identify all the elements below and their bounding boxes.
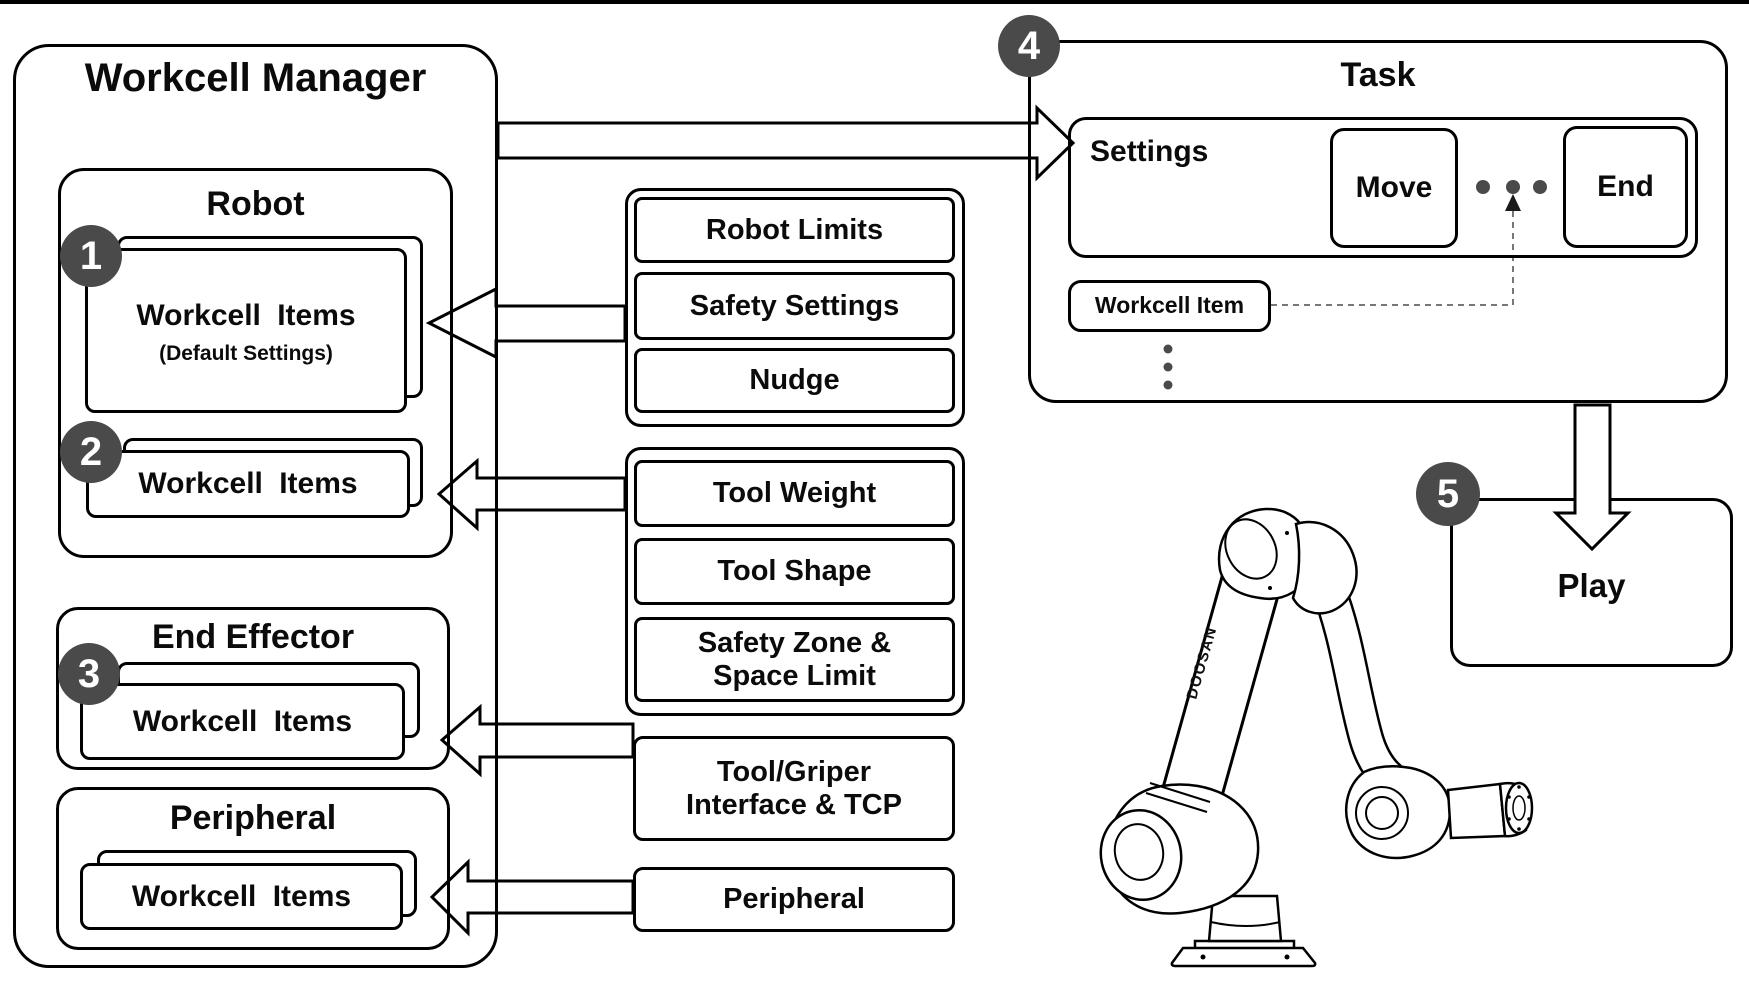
tool-shape-box: Tool Shape (634, 538, 955, 605)
peripheral-section-title: Peripheral (169, 799, 337, 837)
robot-section-title: Robot (206, 185, 305, 223)
move-block: Move (1330, 128, 1458, 248)
safety-zone-space-limit-box: Safety Zone & Space Limit (634, 617, 955, 702)
workcell-items2-label: Workcell Items (138, 467, 358, 500)
workcell-items3-label: Workcell Items (132, 705, 353, 738)
tool-weight-box: Tool Weight (634, 460, 955, 527)
workcell-items1-label: Workcell Items (136, 299, 356, 332)
end-block: End (1563, 126, 1688, 248)
step-badge-2: 2 (60, 421, 122, 483)
task-workcell-item-box: Workcell Item (1068, 280, 1271, 332)
step-badge-4: 4 (998, 15, 1060, 77)
step-badge-1: 1 (60, 225, 122, 287)
workcell-items1-sublabel: (Default Settings) (159, 342, 333, 365)
arrow-task-to-play (1556, 405, 1628, 549)
workcell-manager-title: Workcell Manager (84, 56, 427, 100)
peripheral-settings-box: Peripheral (633, 867, 955, 932)
nudge-box: Nudge (634, 348, 955, 413)
task-settings-label: Settings (1090, 135, 1209, 168)
workcell-items4-label: Workcell Items (131, 880, 352, 913)
play-label: Play (1557, 567, 1626, 604)
robot-brand-text: DOOSAN (1183, 624, 1221, 702)
robot-limits-box: Robot Limits (634, 197, 955, 263)
end-effector-title: End Effector (151, 618, 355, 656)
tool-griper-interface-tcp-box: Tool/Griper Interface & TCP (633, 736, 955, 841)
step-badge-5: 5 (1416, 462, 1480, 526)
safety-settings-box: Safety Settings (634, 272, 955, 340)
step-badge-3: 3 (58, 643, 120, 705)
task-title: Task (1340, 56, 1416, 94)
